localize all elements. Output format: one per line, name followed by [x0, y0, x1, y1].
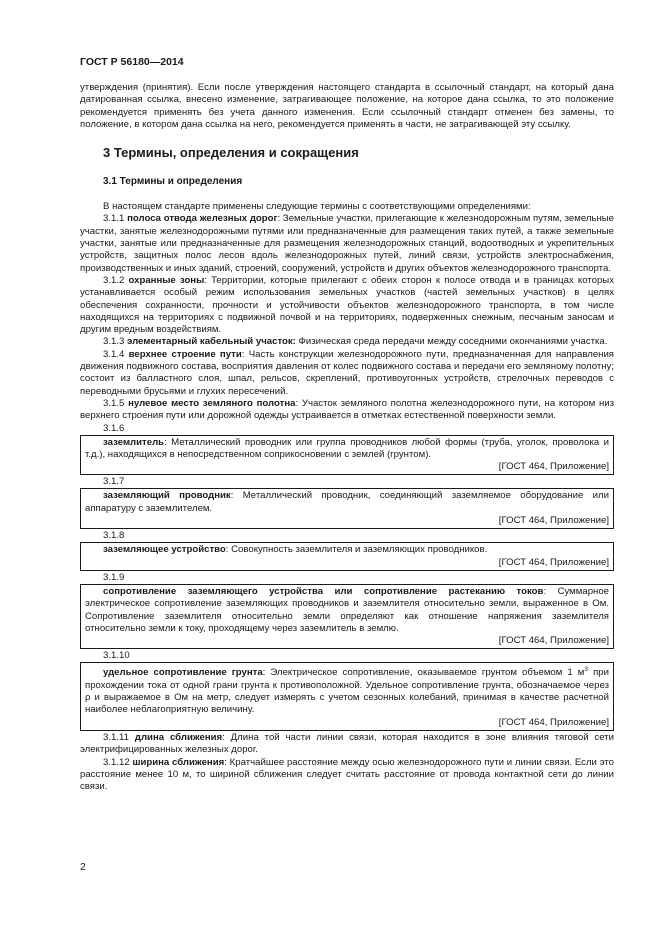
subsection-title: 3.1 Термины и определения [103, 176, 243, 188]
lead-paragraph: В настоящем стандарте применены следующие термины с соответствующими определениями: [103, 201, 531, 213]
term-3-1-3: 3.1.3 элементарный кабельный участок: Физическая среда передачи между соседними окончаниями участка. [103, 336, 608, 348]
term-3-1-2: 3.1.2 охранные зоны: Территории, которые прилегают с обеих сторон к полосе отвода и в границах которых устанавливается особый режим использования земельных участков (частей земельных участков) в целях обеспечения сохранности, прочности и устойчивости объектов железнодорожного транспорта, в том числе находящихся на территориях с подвижной почвой и на территориях, подверженных снежным, песчаным заносам и другим вредным воздействиям. [80, 274, 614, 336]
term-number: 3.1.10 [103, 650, 130, 662]
page-number: 2 [80, 861, 86, 873]
term-number: 3.1.7 [103, 476, 125, 488]
term-3-1-12: 3.1.12 ширина сближения: Кратчайшее расстояние между осью железнодорожного пути и линии связи. Если это расстояние менее 10 м, то шириной сближения следует считать расстояние от провода контактной сети до линии связи. [80, 756, 614, 793]
boxed-term-3-1-8: заземляющее устройство: Совокупность заземлителя и заземляющих проводников. [ГОСТ 464, Приложение] [80, 542, 614, 571]
term-number: 3.1.8 [103, 530, 125, 542]
boxed-term-3-1-6: заземлитель: Металлический проводник или группа проводников любой формы (труба, уголок, проволока и т.д.), находящихся в непосредственном соприкосновении с землей (грунтом). [ГОСТ 464, Приложение] [80, 435, 614, 476]
document-page [80, 56, 614, 794]
intro-paragraph: утверждения (принятия). Если после утверждения настоящего стандарта в ссылочный стандарт, на который дана датированная ссылка, внесено изменение, затрагивающее положение, на которое дана ссылка, то это положение рекомендуется применять без учета данного изменения. Если ссылочный стандарт отменен без замены, то положение, в котором дана ссылка на него, рекомендуется применять в части, не затрагивающей эту ссылку. [80, 82, 614, 130]
document-header: ГОСТ Р 56180—2014 [80, 56, 184, 68]
section-title: 3 Термины, определения и сокращения [103, 145, 359, 161]
reference-note: [ГОСТ 464, Приложение] [498, 515, 609, 527]
term-3-1-4: 3.1.4 верхнее строение пути: Часть конструкции железнодорожного пути, предназначенная для направления движения подвижного состава, восприятия давления от колес подвижного состава и передачи его земляному полотну; состоит из балластного слоя, шпал, рельсов, скреплений, противоугонных устройств, стрелочных переводов с переводными брусьями и глухих пересечений. [80, 348, 615, 397]
boxed-term-3-1-10: удельное сопротивление грунта: Электрическое сопротивление, оказываемое грунтом объемом 1 $м^3$ при прохождении тока от одной грани грунта к противоположной. Удельное сопротивление грунта, обозначаемое через ρ и выражаемое в Ом на метр, следует измерять с учетом сезонных колебаний, принимая в качестве расчетной наиболее неблагоприятную величину. [ГОСТ 464, Приложение] [80, 662, 614, 731]
boxed-term-3-1-9: сопротивление заземляющего устройства или сопротивление растеканию токов: Суммарное электрическое сопротивление заземляющих проводников и заземлителя относительно земли, выраженное в Ом. Сопротивление заземлителя относительно земли определяют как отношение напряжения заземлителя относительно земли к току, проходящему через заземлитель в землю. [ГОСТ 464, Приложение] [80, 584, 614, 649]
reference-note: [ГОСТ 464, Приложение] [498, 635, 609, 647]
reference-note: [ГОСТ 464, Приложение] [498, 556, 609, 568]
term-number: 3.1.6 [103, 422, 125, 434]
term-number: 3.1.9 [103, 571, 125, 583]
term-3-1-1: 3.1.1 полоса отвода железных дорог: Земельные участки, прилегающие к железнодорожным путям, земельные участки, занятые железнодорожными путями или предназначенные для размещения таких путей, а также земельные участки, занятые или предназначенные для размещения железнодорожных станций, водоотводных и укрепительных устройств, защитных полос лесов вдоль железнодорожных путей, линий связи, устройств электроснабжения, производственных и иных зданий, строений, сооружений, устройств и других объектов железнодорожного транспорта. [80, 213, 614, 274]
reference-note: [ГОСТ 464, Приложение] [498, 716, 609, 728]
boxed-term-3-1-7: заземляющий проводник: Металлический проводник, соединяющий заземляемое оборудование или аппаратуру с заземлителем. [ГОСТ 464, Приложение] [80, 488, 614, 529]
term-3-1-11: 3.1.11 длина сближения: Длина той части линии связи, которая находится в зоне влияния тяговой сети электрифицированных железных дорог. [80, 732, 614, 756]
reference-note: [ГОСТ 464, Приложение] [498, 461, 609, 473]
term-3-1-5: 3.1.5 нулевое место земляного полотна: Участок земляного полотна железнодорожного пути, на котором низ верхнего строения пути или дорожной одежды устраивается в отметках естественной поверхности земли. [80, 397, 615, 422]
